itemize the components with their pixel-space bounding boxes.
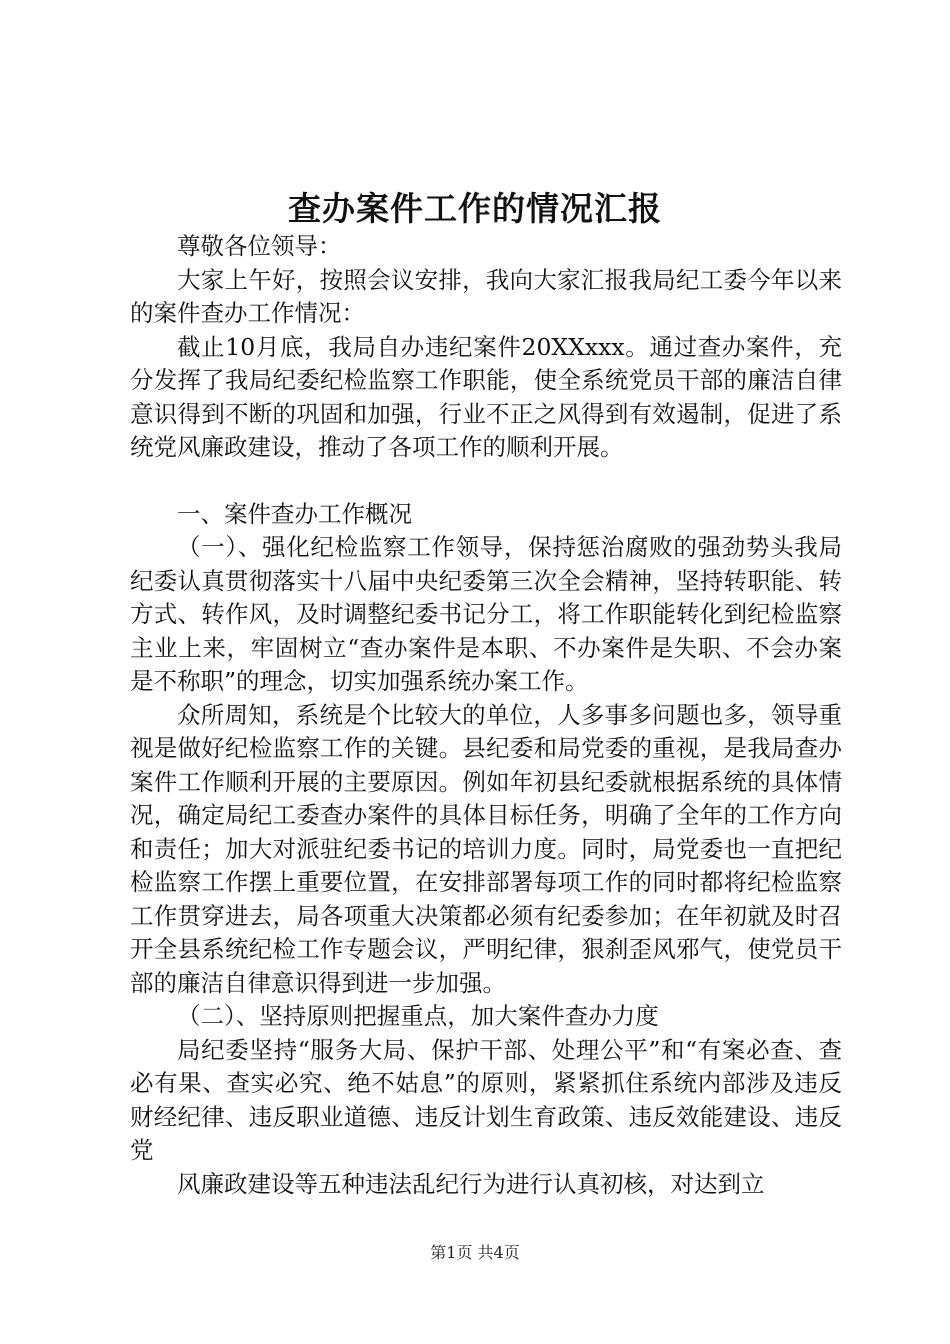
document-title: 查办案件工作的情况汇报 [288,189,662,228]
summary-paragraph: 截止10月底，我局自办违纪案件20XXxxx。通过查办案件，充分发挥了我局纪委纪检监察工作职能，使全系统党员干部的廉洁自律意识得到不断的巩固和加强，行业不正之风得到有效遏制，促进了系统党风廉政建设，推动了各项工作的顺利开展。 [130,332,842,461]
greeting-paragraph: 尊敬各位领导： [177,232,342,260]
subsection-two-heading: （二）、坚持原则把握重点，加大案件查办力度 [177,1002,659,1030]
page-number: 第1页 共4页 [430,1243,520,1262]
document-body [130,230,842,1201]
section-heading: 一、案件查办工作概况 [177,499,412,528]
intro-paragraph: 大家上午好，按照会议安排，我向大家汇报我局纪工委今年以来的案件查办工作情况： [130,265,842,327]
leadership-paragraph: 众所周知，系统是个比较大的单位，人多事多问题也多，领导重视是做好纪检监察工作的关键。县纪委和局党委的重视，是我局查办案件工作顺利开展的主要原因。例如年初县纪委就根据系统的具体情况，确定局纪工委查办案件的具体目标任务，明确了全年的工作方向和责任；加大对派驻纪委书记的培训力度。同时，局党委也一直把纪检监察工作摆上重要位置，在安排部署每项工作的同时都将纪检监察工作贯穿进去，局各项重大决策都必须有纪委参加；在年初就及时召开全县系统纪检工作专题会议，严明纪律，狠刹歪风邪气，使党员干部的廉洁自律意识得到进一步加强。 [130,700,842,997]
subsection-one-paragraph: （一）、强化纪检监察工作领导，保持惩治腐败的强劲势头我局纪委认真贯彻落实十八届中央纪委第三次全会精神，坚持转职能、转方式、转作风，及时调整纪委书记分工，将工作职能转化到纪检监察主业上来，牢固树立“查办案件是本职、不办案件是失职、不会办案是不称职”的理念，切实加强系统办案工作。 [130,533,842,695]
continuation-paragraph: 风廉政建设等五种违法乱纪行为进行认真初核，对达到立 [177,1169,765,1198]
principles-paragraph: 局纪委坚持“服务大局、保护干部、处理公平”和“有案必查、查必有果、查实必究、绝不姑息”的原则，紧紧抓住系统内部涉及违反财经纪律、违反职业道德、违反计划生育政策、违反效能建设、违反党 [130,1035,842,1164]
